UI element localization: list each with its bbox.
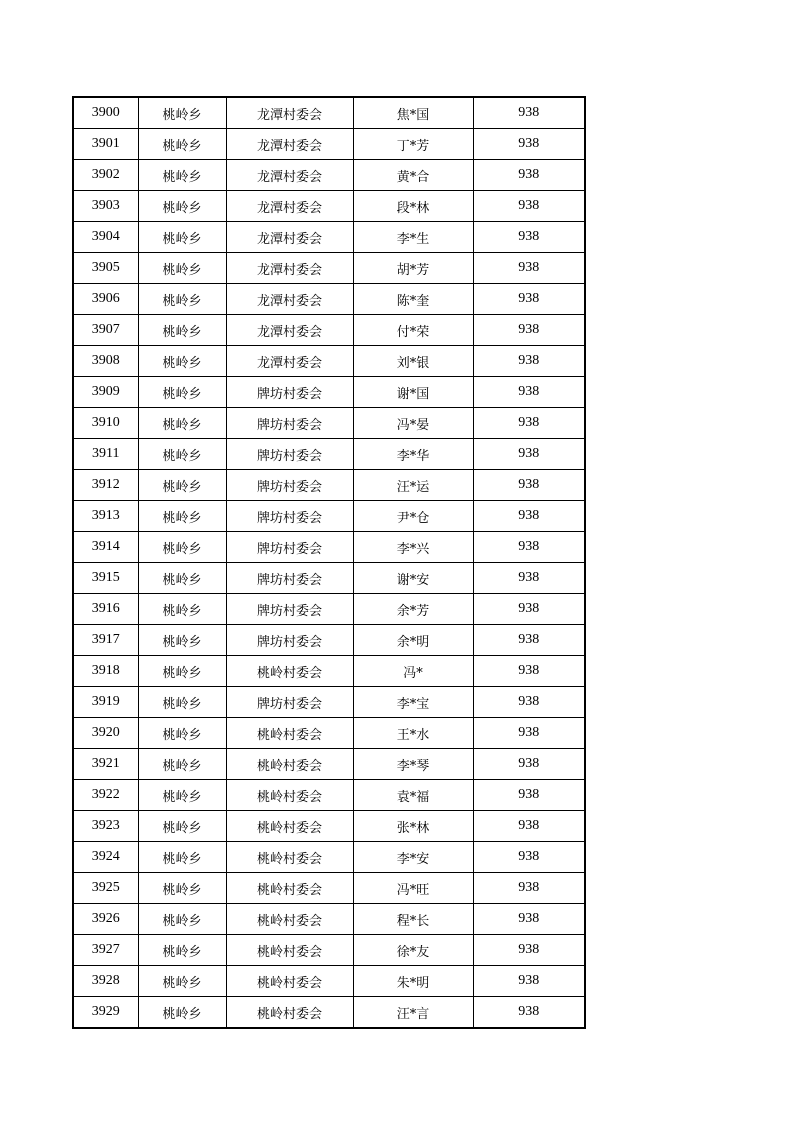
row-number-cell: 3915	[73, 563, 138, 594]
township-cell: 桃岭乡	[138, 966, 226, 997]
row-number-cell: 3914	[73, 532, 138, 563]
table-row	[73, 253, 585, 284]
amount-cell: 938	[473, 966, 585, 997]
village-committee-cell: 桃岭村委会	[226, 904, 353, 935]
table-row	[73, 842, 585, 873]
row-number-cell: 3928	[73, 966, 138, 997]
person-name-cell: 余*芳	[353, 594, 473, 625]
village-committee-cell: 牌坊村委会	[226, 532, 353, 563]
village-committee-cell: 桃岭村委会	[226, 780, 353, 811]
row-number-cell: 3920	[73, 718, 138, 749]
person-name-cell: 汪*运	[353, 470, 473, 501]
village-committee-cell: 龙潭村委会	[226, 346, 353, 377]
village-committee-cell: 牌坊村委会	[226, 408, 353, 439]
person-name-cell: 陈*奎	[353, 284, 473, 315]
person-name-cell: 刘*银	[353, 346, 473, 377]
township-cell: 桃岭乡	[138, 594, 226, 625]
amount-cell: 938	[473, 997, 585, 1029]
village-committee-cell: 桃岭村委会	[226, 656, 353, 687]
township-cell: 桃岭乡	[138, 935, 226, 966]
table-row	[73, 315, 585, 346]
village-committee-cell: 牌坊村委会	[226, 501, 353, 532]
table-row	[73, 129, 585, 160]
amount-cell: 938	[473, 904, 585, 935]
township-cell: 桃岭乡	[138, 501, 226, 532]
amount-cell: 938	[473, 470, 585, 501]
table-row	[73, 780, 585, 811]
table-row	[73, 408, 585, 439]
village-committee-cell: 龙潭村委会	[226, 191, 353, 222]
township-cell: 桃岭乡	[138, 97, 226, 129]
township-cell: 桃岭乡	[138, 625, 226, 656]
person-name-cell: 汪*言	[353, 997, 473, 1029]
village-committee-cell: 桃岭村委会	[226, 873, 353, 904]
township-cell: 桃岭乡	[138, 780, 226, 811]
table-row	[73, 222, 585, 253]
table-row	[73, 718, 585, 749]
village-committee-cell: 桃岭村委会	[226, 935, 353, 966]
row-number-cell: 3913	[73, 501, 138, 532]
amount-cell: 938	[473, 346, 585, 377]
row-number-cell: 3907	[73, 315, 138, 346]
table-row	[73, 625, 585, 656]
village-committee-cell: 桃岭村委会	[226, 811, 353, 842]
village-committee-cell: 龙潭村委会	[226, 315, 353, 346]
row-number-cell: 3918	[73, 656, 138, 687]
row-number-cell: 3929	[73, 997, 138, 1029]
person-name-cell: 袁*福	[353, 780, 473, 811]
table-body	[73, 97, 585, 1028]
village-committee-cell: 牌坊村委会	[226, 563, 353, 594]
amount-cell: 938	[473, 284, 585, 315]
township-cell: 桃岭乡	[138, 749, 226, 780]
row-number-cell: 3911	[73, 439, 138, 470]
village-committee-cell: 牌坊村委会	[226, 625, 353, 656]
row-number-cell: 3927	[73, 935, 138, 966]
township-cell: 桃岭乡	[138, 253, 226, 284]
township-cell: 桃岭乡	[138, 563, 226, 594]
table-row	[73, 687, 585, 718]
amount-cell: 938	[473, 129, 585, 160]
table-row	[73, 377, 585, 408]
township-cell: 桃岭乡	[138, 284, 226, 315]
person-name-cell: 段*林	[353, 191, 473, 222]
row-number-cell: 3904	[73, 222, 138, 253]
village-committee-cell: 牌坊村委会	[226, 687, 353, 718]
amount-cell: 938	[473, 191, 585, 222]
amount-cell: 938	[473, 532, 585, 563]
amount-cell: 938	[473, 222, 585, 253]
amount-cell: 938	[473, 501, 585, 532]
township-cell: 桃岭乡	[138, 718, 226, 749]
village-committee-cell: 龙潭村委会	[226, 129, 353, 160]
amount-cell: 938	[473, 687, 585, 718]
person-name-cell: 李*华	[353, 439, 473, 470]
amount-cell: 938	[473, 594, 585, 625]
township-cell: 桃岭乡	[138, 315, 226, 346]
table-row	[73, 811, 585, 842]
row-number-cell: 3906	[73, 284, 138, 315]
village-committee-cell: 龙潭村委会	[226, 160, 353, 191]
row-number-cell: 3912	[73, 470, 138, 501]
township-cell: 桃岭乡	[138, 377, 226, 408]
amount-cell: 938	[473, 718, 585, 749]
row-number-cell: 3902	[73, 160, 138, 191]
amount-cell: 938	[473, 563, 585, 594]
person-name-cell: 谢*国	[353, 377, 473, 408]
row-number-cell: 3909	[73, 377, 138, 408]
village-committee-cell: 桃岭村委会	[226, 842, 353, 873]
village-committee-cell: 桃岭村委会	[226, 718, 353, 749]
person-name-cell: 王*水	[353, 718, 473, 749]
table-row	[73, 873, 585, 904]
row-number-cell: 3900	[73, 97, 138, 129]
township-cell: 桃岭乡	[138, 408, 226, 439]
amount-cell: 938	[473, 656, 585, 687]
person-name-cell: 李*琴	[353, 749, 473, 780]
amount-cell: 938	[473, 935, 585, 966]
person-name-cell: 焦*国	[353, 97, 473, 129]
village-committee-cell: 桃岭村委会	[226, 749, 353, 780]
person-name-cell: 尹*仓	[353, 501, 473, 532]
amount-cell: 938	[473, 842, 585, 873]
person-name-cell: 徐*友	[353, 935, 473, 966]
table-row	[73, 191, 585, 222]
village-committee-cell: 龙潭村委会	[226, 284, 353, 315]
township-cell: 桃岭乡	[138, 997, 226, 1029]
person-name-cell: 李*兴	[353, 532, 473, 563]
person-name-cell: 李*生	[353, 222, 473, 253]
village-committee-cell: 桃岭村委会	[226, 997, 353, 1029]
person-name-cell: 程*长	[353, 904, 473, 935]
person-name-cell: 胡*芳	[353, 253, 473, 284]
table-row	[73, 656, 585, 687]
table-row	[73, 966, 585, 997]
table-row	[73, 284, 585, 315]
person-name-cell: 谢*安	[353, 563, 473, 594]
township-cell: 桃岭乡	[138, 346, 226, 377]
amount-cell: 938	[473, 439, 585, 470]
row-number-cell: 3917	[73, 625, 138, 656]
person-name-cell: 黄*合	[353, 160, 473, 191]
row-number-cell: 3905	[73, 253, 138, 284]
table-row	[73, 532, 585, 563]
row-number-cell: 3908	[73, 346, 138, 377]
person-name-cell: 张*林	[353, 811, 473, 842]
township-cell: 桃岭乡	[138, 811, 226, 842]
row-number-cell: 3901	[73, 129, 138, 160]
village-committee-cell: 牌坊村委会	[226, 439, 353, 470]
row-number-cell: 3903	[73, 191, 138, 222]
table-row	[73, 935, 585, 966]
township-cell: 桃岭乡	[138, 687, 226, 718]
row-number-cell: 3916	[73, 594, 138, 625]
township-cell: 桃岭乡	[138, 532, 226, 563]
village-committee-cell: 牌坊村委会	[226, 377, 353, 408]
row-number-cell: 3924	[73, 842, 138, 873]
amount-cell: 938	[473, 780, 585, 811]
row-number-cell: 3922	[73, 780, 138, 811]
row-number-cell: 3925	[73, 873, 138, 904]
village-committee-cell: 桃岭村委会	[226, 966, 353, 997]
person-name-cell: 冯*	[353, 656, 473, 687]
row-number-cell: 3919	[73, 687, 138, 718]
person-name-cell: 冯*晏	[353, 408, 473, 439]
table-row	[73, 594, 585, 625]
table-row	[73, 97, 585, 129]
person-name-cell: 李*宝	[353, 687, 473, 718]
amount-cell: 938	[473, 749, 585, 780]
person-name-cell: 冯*旺	[353, 873, 473, 904]
table-row	[73, 501, 585, 532]
table-row	[73, 439, 585, 470]
township-cell: 桃岭乡	[138, 904, 226, 935]
table-row	[73, 904, 585, 935]
township-cell: 桃岭乡	[138, 160, 226, 191]
amount-cell: 938	[473, 315, 585, 346]
table-row	[73, 470, 585, 501]
row-number-cell: 3910	[73, 408, 138, 439]
amount-cell: 938	[473, 625, 585, 656]
township-cell: 桃岭乡	[138, 129, 226, 160]
amount-cell: 938	[473, 811, 585, 842]
row-number-cell: 3923	[73, 811, 138, 842]
township-cell: 桃岭乡	[138, 222, 226, 253]
village-committee-cell: 龙潭村委会	[226, 253, 353, 284]
amount-cell: 938	[473, 873, 585, 904]
person-name-cell: 余*明	[353, 625, 473, 656]
township-cell: 桃岭乡	[138, 842, 226, 873]
person-name-cell: 李*安	[353, 842, 473, 873]
township-cell: 桃岭乡	[138, 191, 226, 222]
table-row	[73, 997, 585, 1029]
township-cell: 桃岭乡	[138, 439, 226, 470]
table-row	[73, 346, 585, 377]
amount-cell: 938	[473, 408, 585, 439]
village-committee-cell: 牌坊村委会	[226, 470, 353, 501]
person-name-cell: 朱*明	[353, 966, 473, 997]
amount-cell: 938	[473, 377, 585, 408]
amount-cell: 938	[473, 97, 585, 129]
village-committee-cell: 牌坊村委会	[226, 594, 353, 625]
amount-cell: 938	[473, 160, 585, 191]
person-name-cell: 丁*芳	[353, 129, 473, 160]
township-cell: 桃岭乡	[138, 873, 226, 904]
village-committee-cell: 龙潭村委会	[226, 97, 353, 129]
village-committee-cell: 龙潭村委会	[226, 222, 353, 253]
township-cell: 桃岭乡	[138, 470, 226, 501]
township-cell: 桃岭乡	[138, 656, 226, 687]
row-number-cell: 3926	[73, 904, 138, 935]
table-row	[73, 749, 585, 780]
table-row	[73, 563, 585, 594]
person-name-cell: 付*荣	[353, 315, 473, 346]
row-number-cell: 3921	[73, 749, 138, 780]
table-row	[73, 160, 585, 191]
data-table	[72, 96, 586, 1029]
amount-cell: 938	[473, 253, 585, 284]
